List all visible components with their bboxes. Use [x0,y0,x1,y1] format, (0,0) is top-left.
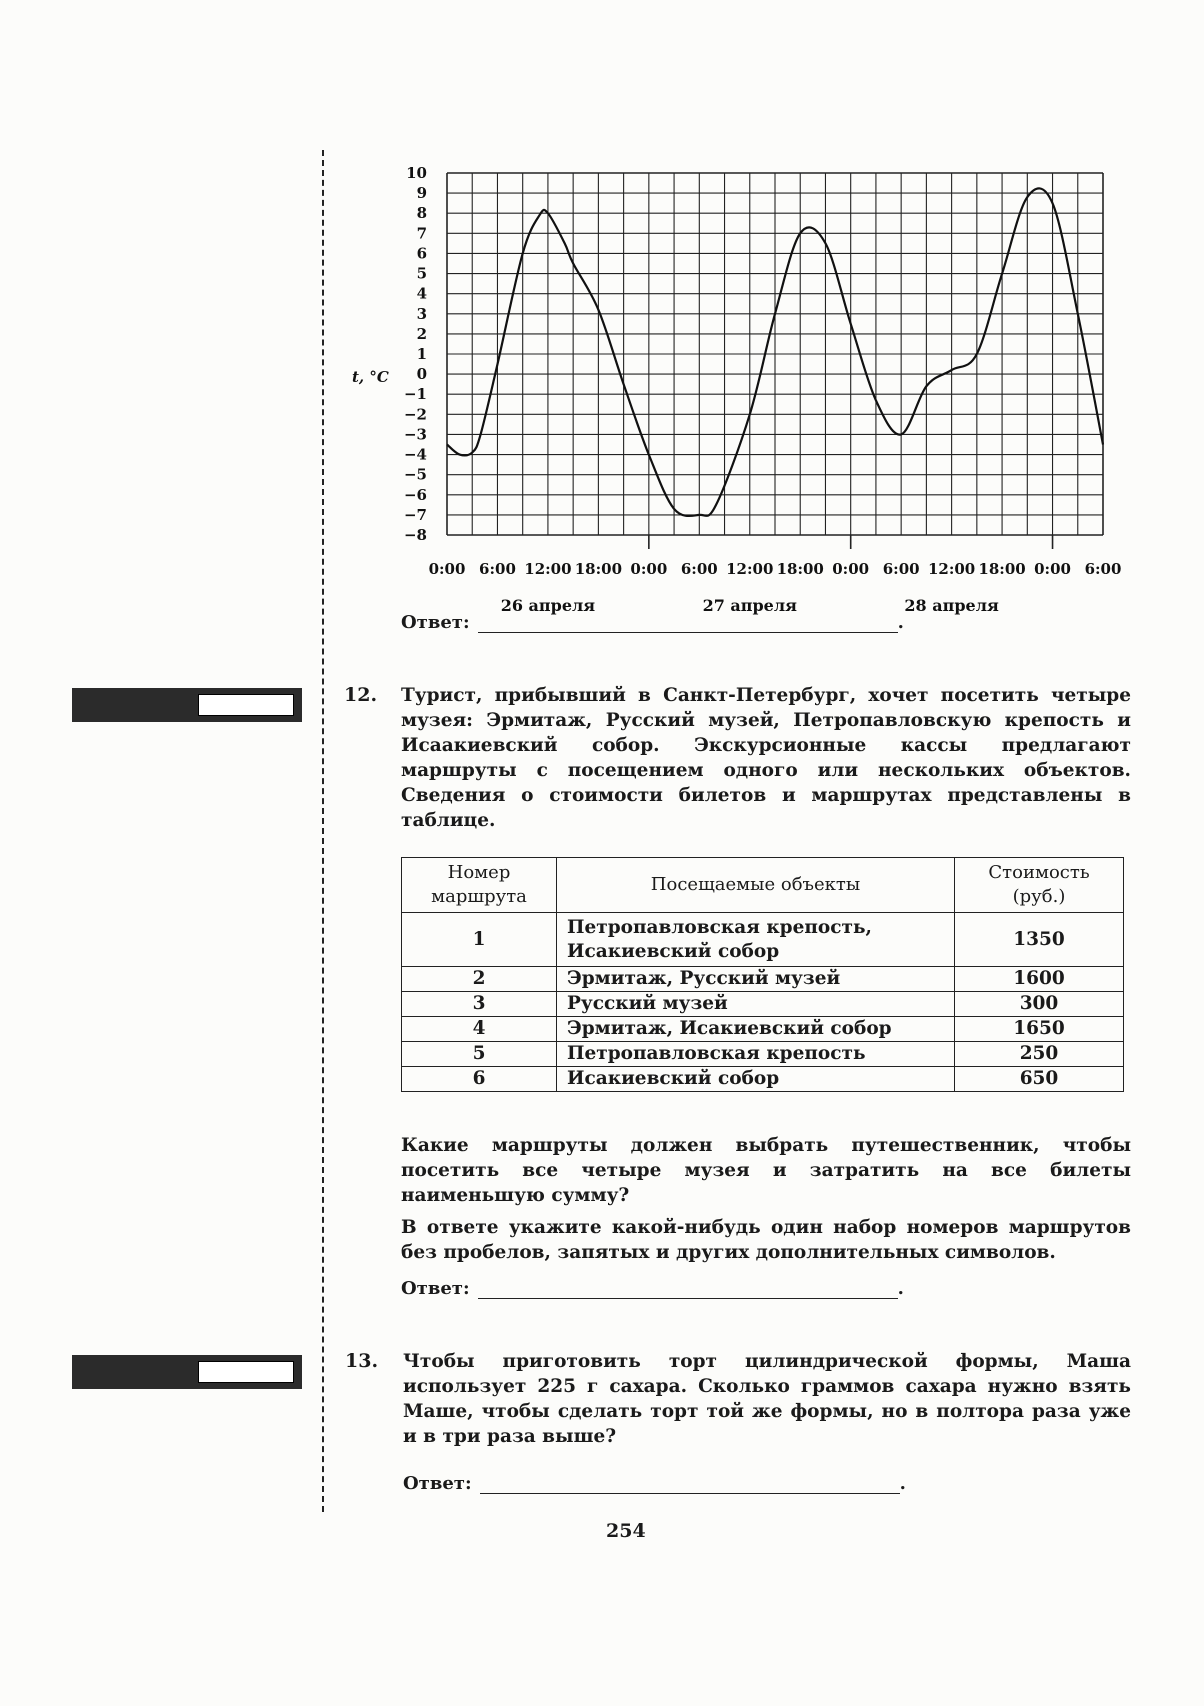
question-12-answer: Ответ: . [401,1278,904,1299]
day-label: 28 апреля [904,596,999,615]
route-number: 2 [402,967,557,992]
question-13-text: Чтобы приготовить торт цилиндрической формы, Маша использует 225 г сахара. Сколько граммов сахара нужно взять Маше, чтобы сделать торт той же формы, но в полтора раза уже и в три раза выше? [403,1351,1131,1447]
day-label: 27 апреля [702,596,797,615]
cut-line [322,150,324,1512]
table-row [402,1017,1124,1042]
chart-answer: Ответ: . [401,612,904,633]
y-tick-label: 5 [416,264,427,283]
table-row [402,1067,1124,1092]
header-objects: Посещаемые объекты [557,858,955,913]
chart-day-ticks [649,535,1053,549]
x-tick-label: 12:00 [524,560,572,578]
route-cost: 650 [955,1067,1124,1092]
question-13-answer: Ответ: . [403,1473,906,1494]
route-objects: Русский музей [557,992,955,1017]
x-tick-label: 0:00 [1034,560,1071,578]
y-tick-label: −2 [403,405,427,424]
y-tick-label: −5 [403,465,427,484]
y-tick-label: −4 [403,445,427,464]
x-tick-label: 6:00 [1084,560,1122,578]
route-objects: Петропавловская крепость [557,1042,955,1067]
y-tick-label: 10 [406,164,427,182]
route-cost: 250 [955,1042,1124,1067]
answer-input[interactable] [480,1475,900,1494]
route-objects: Петропавловская крепость, Исакиевский собор [557,913,955,967]
y-tick-label: −8 [403,526,427,544]
table-row [402,992,1124,1017]
route-number: 1 [402,913,557,967]
question-12-number: 12. [344,684,378,706]
chart-y-ticks [404,164,427,544]
route-objects: Эрмитаж, Исакиевский собор [557,1017,955,1042]
page-number: 254 [606,1520,646,1542]
y-tick-label: −6 [403,485,427,504]
x-tick-label: 12:00 [726,560,774,578]
table-row [402,1042,1124,1067]
y-tick-label: −7 [403,505,427,524]
header-route-number: Номер маршрута [402,858,557,913]
route-cost: 1600 [955,967,1124,992]
y-tick-label: 1 [416,345,427,363]
x-tick-label: 6:00 [680,560,718,578]
x-tick-label: 0:00 [428,560,466,578]
x-tick-label: 18:00 [978,560,1026,578]
route-number: 5 [402,1042,557,1067]
route-number: 6 [402,1067,557,1092]
question-12-text: Турист, прибывший в Санкт-Петербург, хочет посетить четыре музея: Эрмитаж, Русский музей, Петропавловскую крепость и Исаакиевский собор. Экскурсионные кассы предлагают маршруты с посещением одного или нескольких объектов. Сведения о стоимости билетов и маршрутах представлены в таблице. [401,685,1131,831]
question-12-prompt: Какие маршруты должен выбрать путешественник, чтобы посетить все четыре музея и затратить на все билеты наименьшую сумму? [401,1135,1131,1206]
header-cost: Стоимость (руб.) [955,858,1124,913]
y-tick-label: 7 [416,224,427,243]
answer-label: Ответ: [403,1473,472,1494]
answer-input[interactable] [478,1280,898,1299]
x-tick-label: 18:00 [776,560,824,578]
table-row [402,913,1124,967]
y-tick-label: 3 [416,304,427,323]
routes-table [401,857,1124,1092]
y-tick-label: 9 [416,184,427,203]
answer-box-12 [72,688,302,722]
chart-grid [447,173,1103,535]
answer-box-slot[interactable] [198,1361,294,1383]
x-tick-label: 6:00 [882,560,920,578]
day-label: 26 апреля [500,596,596,615]
answer-label: Ответ: [401,612,470,633]
route-number: 3 [402,992,557,1017]
x-tick-label: 0:00 [832,560,870,578]
y-tick-label: 6 [416,244,427,263]
answer-input[interactable] [478,614,898,633]
temperature-chart [340,150,1140,620]
answer-label: Ответ: [401,1278,470,1299]
question-12-instruction: В ответе укажите какой-нибудь один набор номеров маршрутов без пробелов, запятых и других дополнительных символов. [401,1217,1131,1263]
answer-box-13 [72,1355,302,1389]
answer-box-slot[interactable] [198,694,294,716]
route-objects: Эрмитаж, Русский музей [557,967,955,992]
y-tick-label: 8 [416,204,427,223]
y-tick-label: 0 [416,365,427,384]
x-tick-label: 6:00 [479,560,516,578]
chart-y-axis-label: t, °C [352,368,389,386]
route-cost: 1650 [955,1017,1124,1042]
x-tick-label: 0:00 [630,560,668,578]
question-13-number: 13. [345,1350,379,1372]
x-tick-label: 18:00 [574,560,623,578]
y-tick-label: 2 [416,324,427,343]
y-tick-label: −1 [403,385,427,404]
y-tick-label: −3 [403,425,427,444]
x-tick-label: 12:00 [927,560,976,578]
route-number: 4 [402,1017,557,1042]
route-cost: 1350 [955,913,1124,967]
table-header-row [402,858,1124,913]
route-cost: 300 [955,992,1124,1017]
chart-x-ticks [429,560,1122,578]
route-objects: Исакиевский собор [557,1067,955,1092]
y-tick-label: 4 [416,284,427,303]
table-row [402,967,1124,992]
